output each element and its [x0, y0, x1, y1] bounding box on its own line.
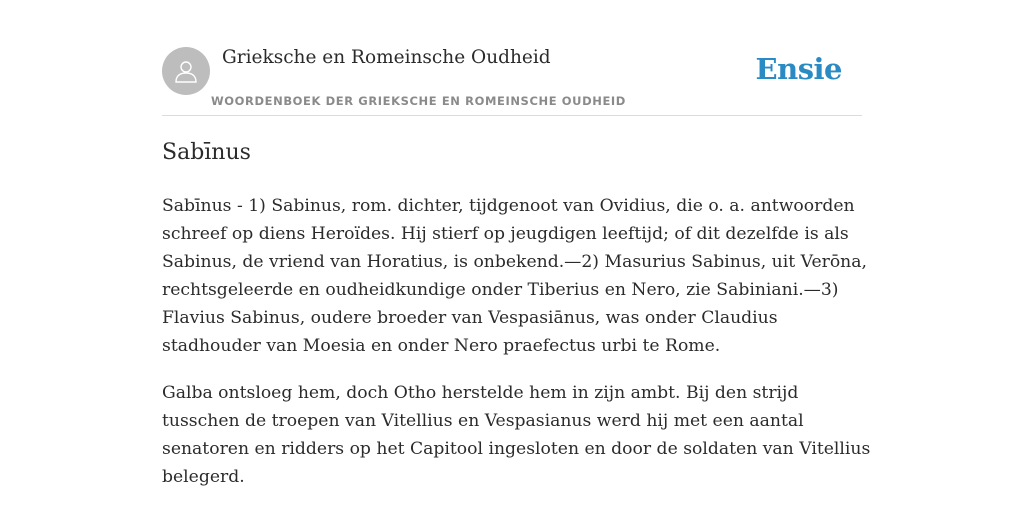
ensie-logo[interactable]: Ensie [755, 52, 842, 86]
entry-title: Sabīnus [162, 140, 251, 165]
source-subtitle: WOORDENBOEK DER GRIEKSCHE EN ROMEINSCHE OUDHEID [211, 94, 626, 108]
entry-paragraph: Galba ontsloeg hem, doch Otho herstelde hem in zijn ambt. Bij den strijd tusschen de troepen van Vitellius en Vespasianus werd hij met een aantal senatoren en ridders op het Capitool ingesloten en door de soldaten van Vitellius belegerd. [162, 383, 871, 487]
source-header [162, 46, 862, 116]
entry-body [162, 192, 874, 510]
user-icon [173, 58, 199, 84]
source-avatar[interactable] [162, 47, 210, 95]
source-title[interactable]: Grieksche en Romeinsche Oudheid [222, 47, 551, 68]
entry-paragraph: Sabīnus - 1) Sabinus, rom. dichter, tijdgenoot van Ovidius, die o. a. antwoorden schreef op diens Heroïdes. Hij stierf op jeugdigen leeftijd; of dit dezelfde is als Sabinus, de vriend van Horatius, is onbekend.—2) Masurius Sabinus, uit Verōna, rechtsgeleerde en oudheidkundige onder Tiberius en Nero, zie Sabiniani.—3) Flavius Sabinus, oudere broeder van Vespasiānus, was onder Claudius stadhouder van Moesia en onder Nero praefectus urbi te Rome. [162, 196, 867, 356]
